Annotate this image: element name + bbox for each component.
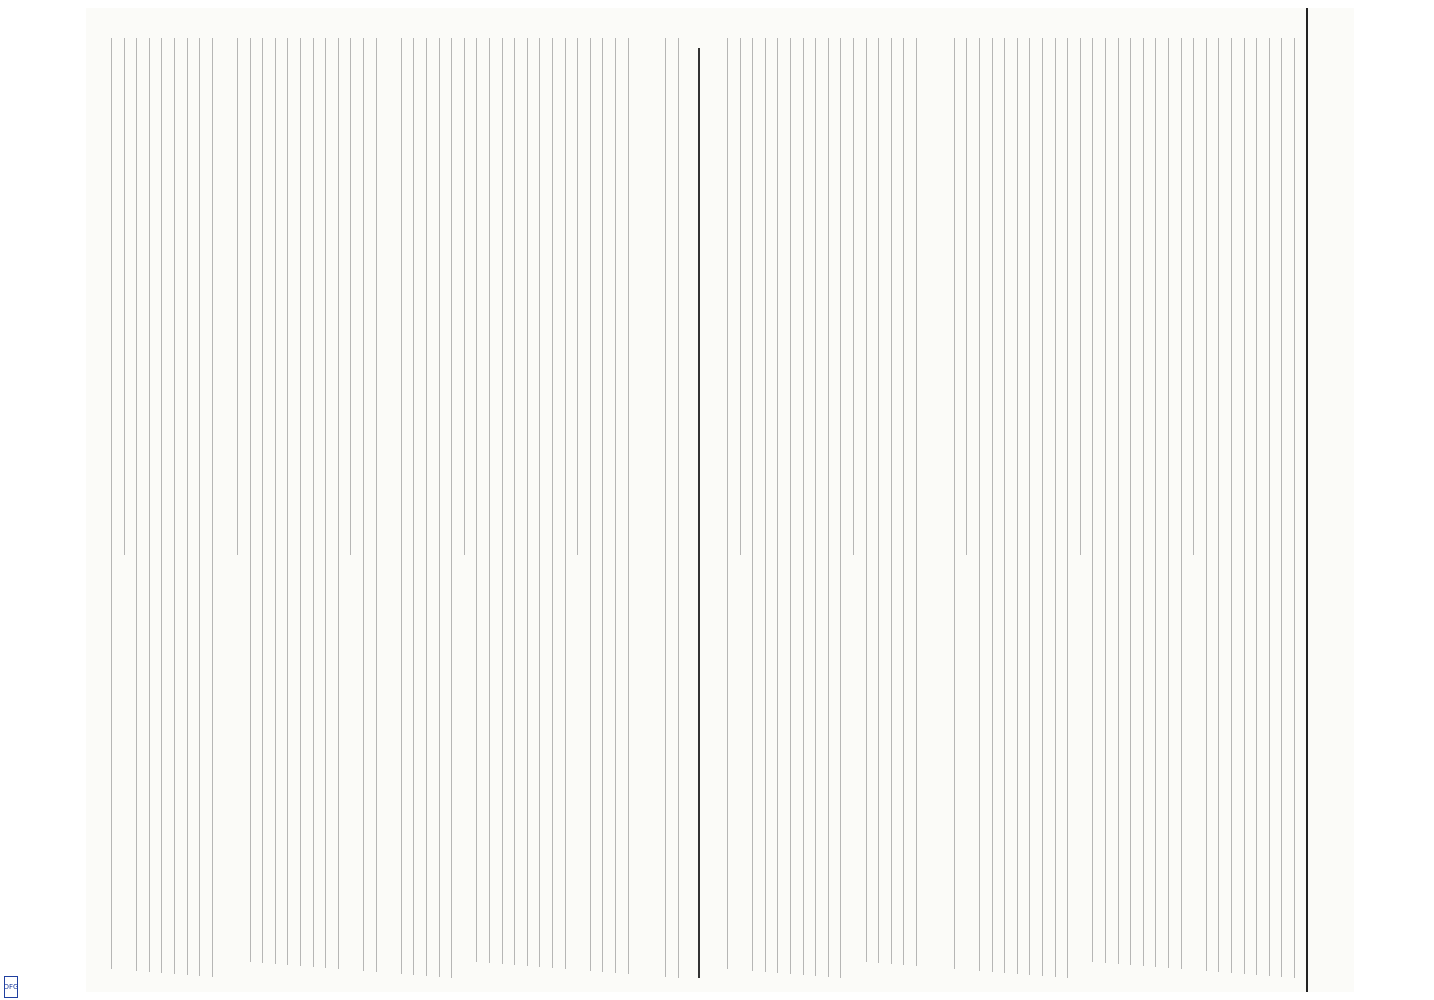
scan-footer bbox=[0, 0, 84, 1000]
text-line bbox=[111, 38, 112, 969]
text-line bbox=[413, 38, 414, 975]
text-line bbox=[979, 38, 980, 971]
text-line bbox=[615, 38, 616, 973]
text-line bbox=[853, 38, 854, 555]
text-line bbox=[590, 38, 591, 971]
text-line bbox=[790, 38, 791, 974]
text-line bbox=[840, 38, 841, 978]
text-line bbox=[777, 38, 778, 973]
text-line bbox=[1269, 38, 1270, 976]
text-line bbox=[602, 38, 603, 972]
header-rule bbox=[1306, 8, 1308, 992]
text-line bbox=[1155, 38, 1156, 967]
text-line bbox=[678, 38, 679, 978]
text-line bbox=[401, 38, 402, 974]
text-line bbox=[992, 38, 993, 972]
text-line bbox=[187, 38, 188, 975]
text-line bbox=[426, 38, 427, 976]
text-line bbox=[287, 38, 288, 965]
dfg-logo-icon: DFG bbox=[4, 976, 18, 998]
document-page bbox=[86, 8, 1354, 992]
text-line bbox=[803, 38, 804, 975]
text-line bbox=[1244, 38, 1245, 974]
text-line bbox=[149, 38, 150, 972]
text-line bbox=[1105, 38, 1106, 963]
text-line bbox=[313, 38, 314, 967]
text-line bbox=[954, 38, 955, 969]
text-line bbox=[1281, 38, 1282, 977]
text-line bbox=[1042, 38, 1043, 976]
text-line bbox=[262, 38, 263, 963]
text-line bbox=[891, 38, 892, 964]
text-line bbox=[916, 38, 917, 966]
text-line bbox=[577, 38, 578, 555]
text-line bbox=[124, 38, 125, 555]
text-line bbox=[1206, 38, 1207, 971]
text-line bbox=[161, 38, 162, 973]
text-line bbox=[1130, 38, 1131, 965]
text-line bbox=[765, 38, 766, 972]
text-column-right bbox=[712, 38, 1302, 978]
text-line bbox=[1256, 38, 1257, 975]
text-line bbox=[199, 38, 200, 976]
text-line bbox=[1231, 38, 1232, 973]
text-line bbox=[1193, 38, 1194, 555]
text-line bbox=[552, 38, 553, 968]
text-line bbox=[903, 38, 904, 965]
text-line bbox=[514, 38, 515, 965]
text-line bbox=[1294, 38, 1295, 978]
text-line bbox=[250, 38, 251, 962]
text-line bbox=[1067, 38, 1068, 978]
text-line bbox=[300, 38, 301, 966]
text-line bbox=[1017, 38, 1018, 974]
text-line bbox=[565, 38, 566, 969]
text-line bbox=[878, 38, 879, 963]
text-line bbox=[1092, 38, 1093, 962]
text-line bbox=[237, 38, 238, 555]
text-line bbox=[376, 38, 377, 972]
text-line bbox=[828, 38, 829, 977]
text-line bbox=[363, 38, 364, 971]
column-divider bbox=[698, 48, 700, 978]
text-line bbox=[439, 38, 440, 977]
text-line bbox=[1004, 38, 1005, 973]
page-number bbox=[1311, 25, 1351, 55]
text-line bbox=[136, 38, 137, 971]
text-line bbox=[539, 38, 540, 967]
text-line bbox=[489, 38, 490, 963]
text-line bbox=[1029, 38, 1030, 975]
text-line bbox=[1218, 38, 1219, 972]
text-line bbox=[815, 38, 816, 976]
text-line bbox=[752, 38, 753, 971]
text-line bbox=[740, 38, 741, 555]
text-line bbox=[174, 38, 175, 974]
text-line bbox=[275, 38, 276, 964]
text-line bbox=[476, 38, 477, 962]
text-line bbox=[1143, 38, 1144, 966]
text-line bbox=[966, 38, 967, 555]
text-line bbox=[1118, 38, 1119, 964]
text-line bbox=[451, 38, 452, 978]
text-line bbox=[464, 38, 465, 555]
text-line bbox=[1168, 38, 1169, 968]
text-line bbox=[527, 38, 528, 966]
text-line bbox=[325, 38, 326, 968]
text-line bbox=[628, 38, 629, 974]
text-line bbox=[1080, 38, 1081, 555]
text-line bbox=[502, 38, 503, 964]
text-line bbox=[338, 38, 339, 969]
text-line bbox=[866, 38, 867, 962]
text-line bbox=[1181, 38, 1182, 969]
text-line bbox=[1055, 38, 1056, 977]
text-line bbox=[665, 38, 666, 977]
text-column-left bbox=[96, 38, 686, 978]
text-line bbox=[350, 38, 351, 555]
text-line bbox=[727, 38, 728, 969]
text-line bbox=[212, 38, 213, 977]
